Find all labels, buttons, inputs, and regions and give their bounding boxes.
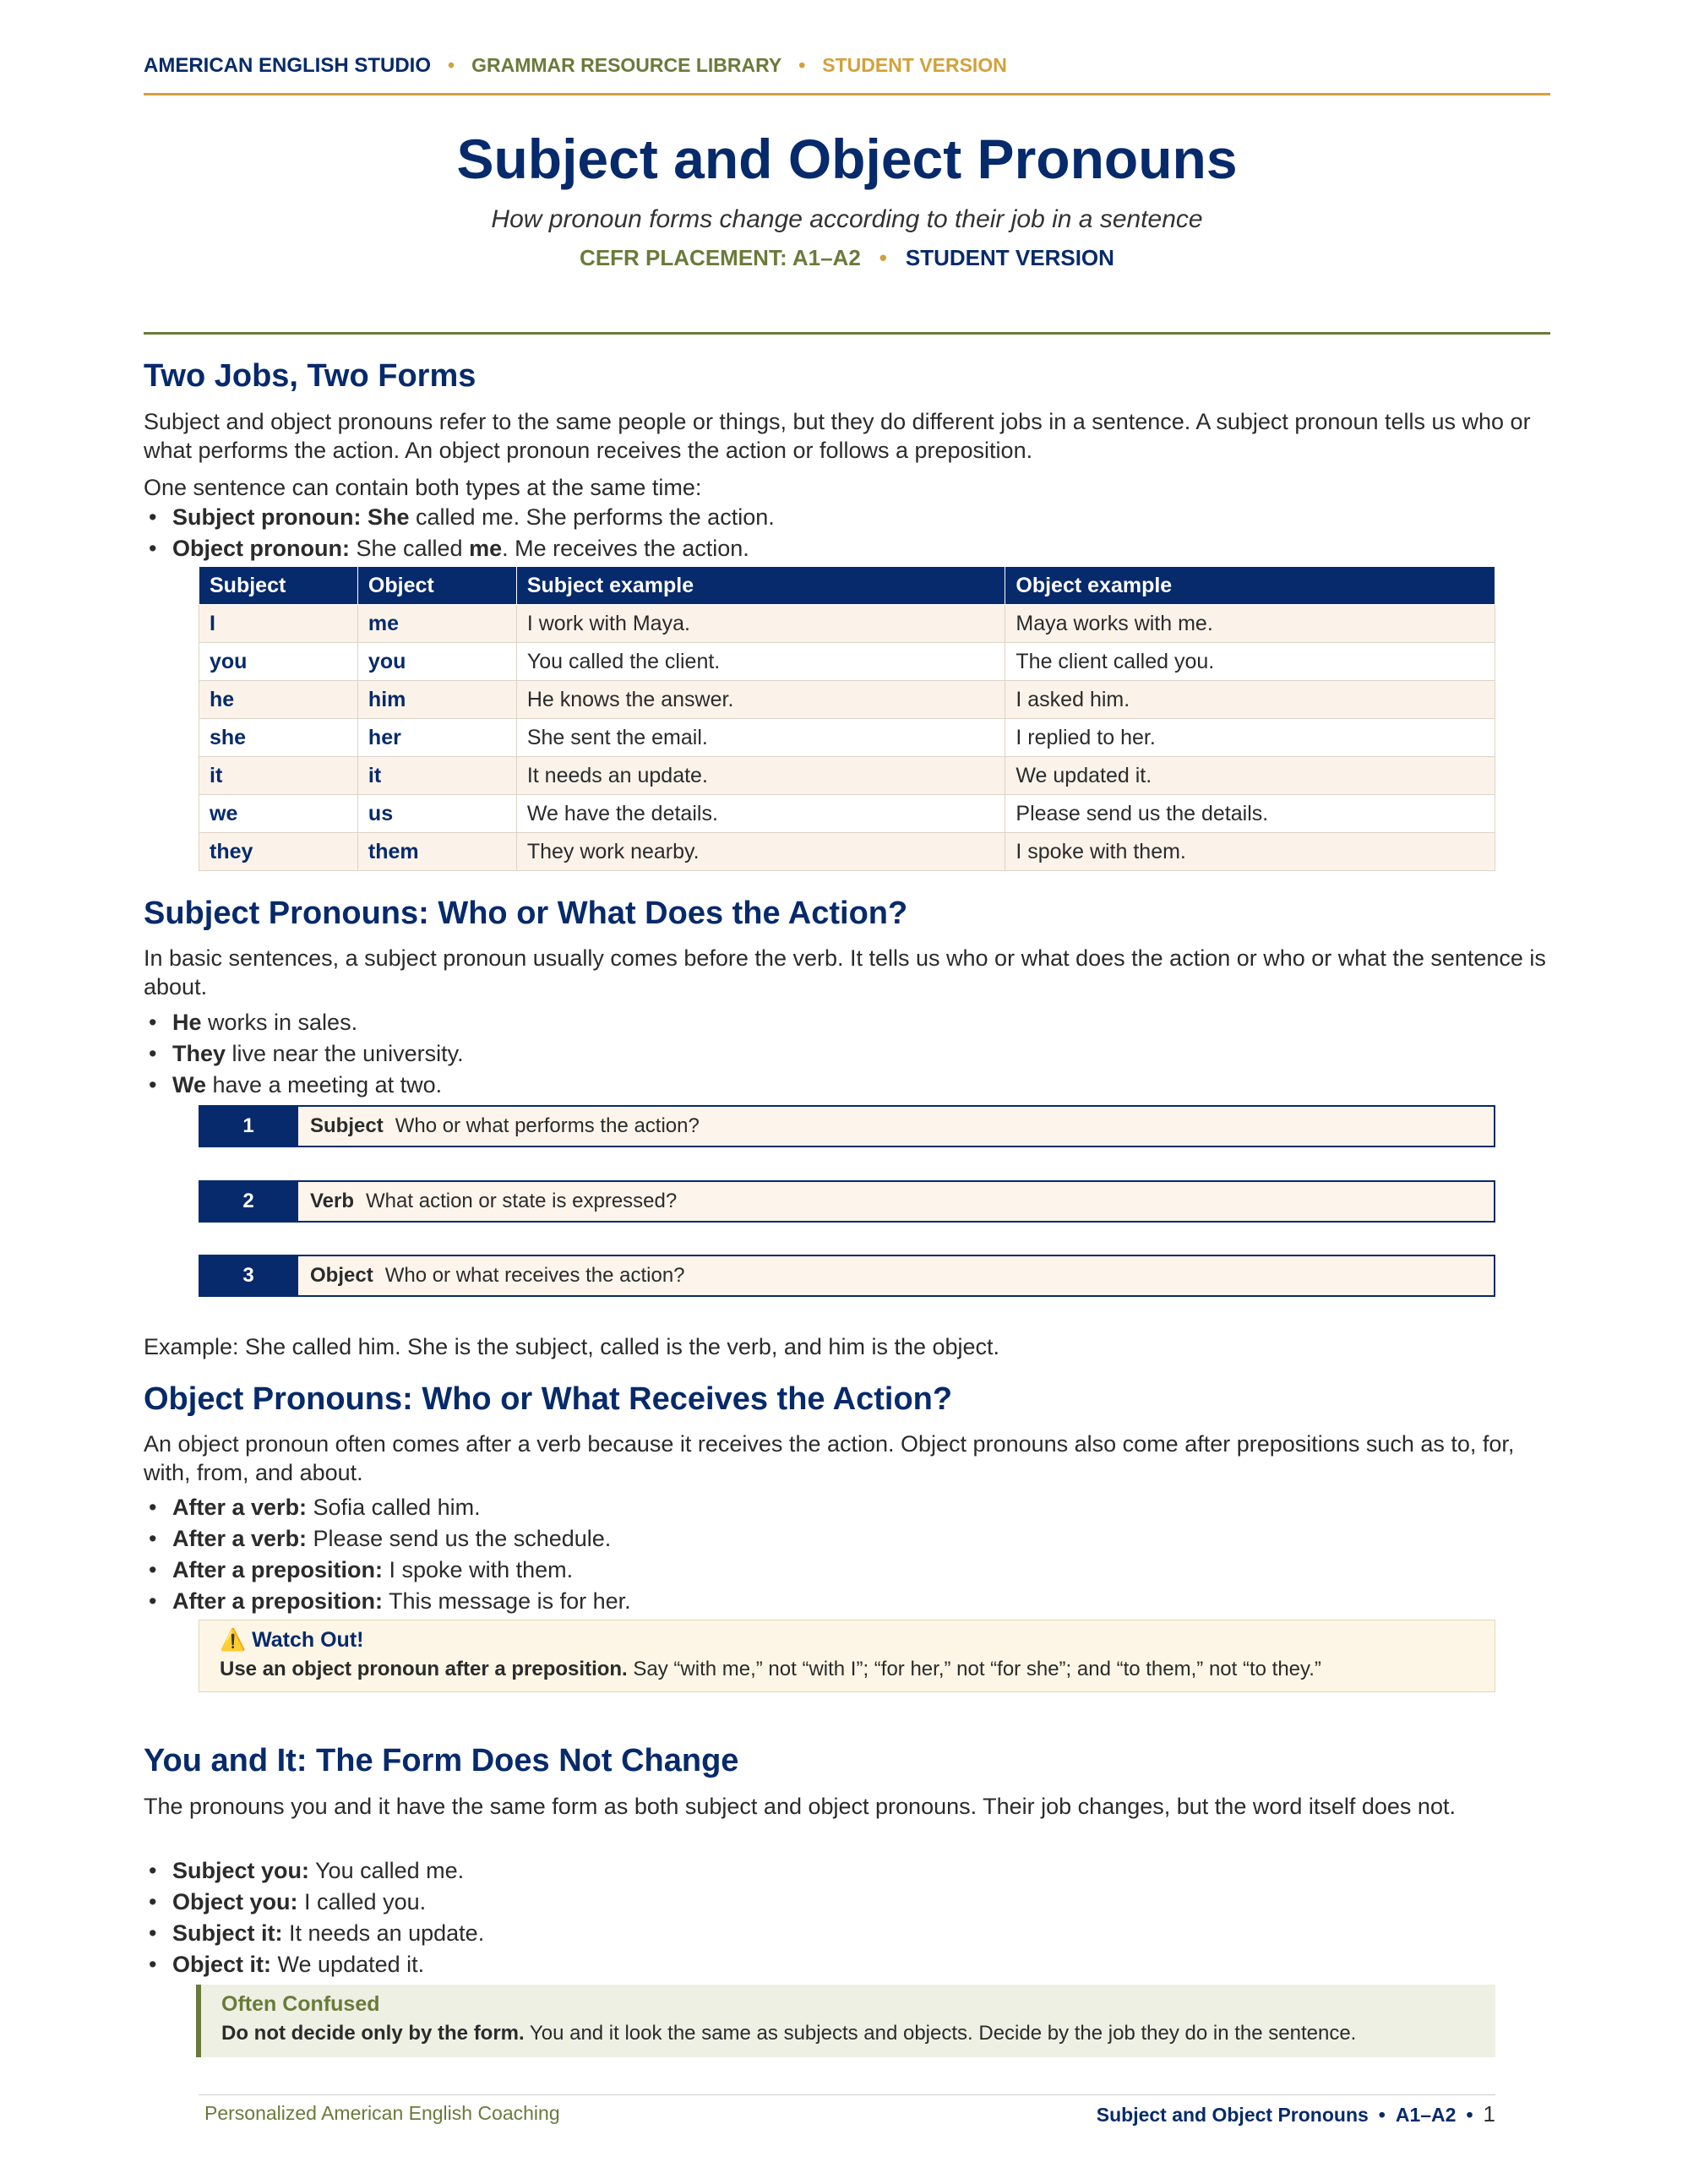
header-separator: •: [448, 54, 455, 76]
list-item: • After a preposition: I spoke with them.: [144, 1555, 631, 1586]
example-cell: They work nearby.: [516, 833, 1005, 871]
section-paragraph: An object pronoun often comes after a verb because it receives the action. Object pronouns also come after prepositions such as to, for, with, from, and about.: [144, 1431, 1515, 1485]
list-item: • We have a meeting at two.: [144, 1070, 464, 1101]
subject-cell: it: [199, 757, 358, 795]
bullet-list: [144, 1855, 484, 1980]
header-separator: •: [798, 54, 806, 76]
list-item: • After a verb: Please send us the schedule.: [144, 1523, 631, 1555]
section-heading-subject-pronouns: Subject Pronouns: Who or What Does the Action?: [144, 896, 908, 931]
list-item: • After a preposition: This message is for her.: [144, 1586, 631, 1617]
sentence-step: [199, 1180, 1495, 1223]
section-heading-two-jobs: Two Jobs, Two Forms: [144, 358, 476, 394]
step-number: 2: [199, 1180, 298, 1223]
footer-level: A1–A2: [1395, 2104, 1457, 2126]
step-text: Verb What action or state is expressed?: [298, 1180, 1495, 1223]
column-header: Object example: [1005, 567, 1495, 605]
section-heading-you-and-it: You and It: The Form Does Not Change: [144, 1743, 739, 1778]
table-row: [199, 795, 1495, 833]
object-cell: her: [357, 719, 516, 757]
cefr-placement: CEFR PLACEMENT: A1–A2: [580, 245, 861, 270]
footer-separator: •: [1466, 2104, 1473, 2126]
example-cell: The client called you.: [1005, 643, 1495, 681]
example-cell: I replied to her.: [1005, 719, 1495, 757]
page-subtitle: How pronoun forms change according to their job in a sentence: [491, 205, 1203, 233]
object-cell: them: [357, 833, 516, 871]
footer-right: [1097, 2101, 1495, 2127]
example-cell: It needs an update.: [516, 757, 1005, 795]
table-row: [199, 643, 1495, 681]
example-cell: He knows the answer.: [516, 681, 1005, 719]
section-paragraph: Subject and object pronouns refer to the same people or things, but they do different jobs in a sentence. A subject pronoun tells us who or what performs the action. An object pronoun receives the action or follows a preposition.: [144, 409, 1531, 463]
example-cell: She sent the email.: [516, 719, 1005, 757]
list-item: • Object it: We updated it.: [144, 1949, 484, 1980]
page-title: Subject and Object Pronouns: [456, 128, 1238, 190]
bullet-list: [144, 1492, 631, 1617]
section-paragraph: In basic sentences, a subject pronoun usually comes before the verb. It tells us who or what does the action or who or what the sentence is about.: [144, 945, 1546, 999]
footer-doc-title: Subject and Object Pronouns: [1096, 2104, 1369, 2126]
column-header: Subject example: [516, 567, 1005, 605]
object-cell: you: [357, 643, 516, 681]
subject-cell: he: [199, 681, 358, 719]
column-header: Subject: [199, 567, 358, 605]
step-text: Object Who or what receives the action?: [298, 1255, 1495, 1297]
bullet-list: [144, 1007, 464, 1101]
subject-cell: we: [199, 795, 358, 833]
list-item: • Subject you: You called me.: [144, 1855, 484, 1887]
subject-cell: you: [199, 643, 358, 681]
sentence-step: [199, 1255, 1495, 1297]
object-cell: him: [357, 681, 516, 719]
header-divider: [144, 93, 1550, 95]
bullet-list: [144, 502, 775, 564]
example-cell: Please send us the details.: [1005, 795, 1495, 833]
table-header-row: [199, 567, 1495, 605]
subject-cell: I: [199, 605, 358, 643]
section-paragraph: One sentence can contain both types at the same time:: [144, 475, 702, 500]
footer-divider: [199, 2094, 1495, 2095]
callout-heading: ⚠️ Watch Out!: [220, 1628, 364, 1652]
example-cell: I work with Maya.: [516, 605, 1005, 643]
section-heading-object-pronouns: Object Pronouns: Who or What Receives the Action?: [144, 1381, 953, 1417]
table-row: [199, 605, 1495, 643]
warning-icon: ⚠️: [220, 1628, 247, 1652]
example-sentence: Example: She called him. She is the subject, called is the verb, and him is the object.: [144, 1334, 1000, 1359]
version-label: STUDENT VERSION: [822, 54, 1007, 76]
title-divider: [144, 332, 1550, 335]
list-item: • Subject it: It needs an update.: [144, 1918, 484, 1949]
header-bar: [144, 54, 1550, 78]
pronoun-table: [199, 566, 1495, 871]
section-paragraph: The pronouns you and it have the same form as both subject and object pronouns. Their job changes, but the word itself does not.: [144, 1794, 1456, 1819]
library-name: GRAMMAR RESOURCE LIBRARY: [471, 54, 782, 76]
footer-left: Personalized American English Coaching: [204, 2102, 560, 2124]
step-number: 3: [199, 1255, 298, 1297]
cefr-version: STUDENT VERSION: [905, 245, 1114, 270]
subject-cell: she: [199, 719, 358, 757]
example-cell: Maya works with me.: [1005, 605, 1495, 643]
object-cell: it: [357, 757, 516, 795]
footer-separator: •: [1378, 2104, 1386, 2126]
column-header: Object: [357, 567, 516, 605]
example-cell: I asked him.: [1005, 681, 1495, 719]
object-cell: me: [357, 605, 516, 643]
list-item: • After a verb: Sofia called him.: [144, 1492, 631, 1523]
example-cell: You called the client.: [516, 643, 1005, 681]
subject-cell: they: [199, 833, 358, 871]
list-item: • He works in sales.: [144, 1007, 464, 1038]
table-row: [199, 719, 1495, 757]
list-item: • Object you: I called you.: [144, 1887, 484, 1918]
example-cell: We have the details.: [516, 795, 1005, 833]
brand-name: AMERICAN ENGLISH STUDIO: [144, 54, 432, 77]
table-row: [199, 681, 1495, 719]
cefr-line: [144, 245, 1550, 271]
table-row: [199, 757, 1495, 795]
callout-heading: Often Confused: [221, 1992, 380, 2016]
callout-text: Do not decide only by the form. You and it look the same as subjects and objects. Decide by the job they do in the sentence.: [221, 2022, 1357, 2045]
table-row: [199, 833, 1495, 871]
sentence-step: [199, 1105, 1495, 1147]
example-cell: We updated it.: [1005, 757, 1495, 795]
step-text: Subject Who or what performs the action?: [298, 1105, 1495, 1147]
list-item: • Object pronoun: She called me. Me receives the action.: [144, 533, 775, 564]
cefr-separator: •: [879, 245, 887, 270]
often-confused-callout: [196, 1985, 1495, 2057]
watch-out-callout: [199, 1620, 1495, 1692]
step-number: 1: [199, 1105, 298, 1147]
list-item: • Subject pronoun: She called me. She performs the action.: [144, 502, 775, 533]
object-cell: us: [357, 795, 516, 833]
page-number: 1: [1483, 2101, 1495, 2127]
callout-text: Use an object pronoun after a preposition. Say “with me,” not “with I”; “for her,” not “for she”; and “to them,” not “to they.”: [220, 1658, 1321, 1680]
example-cell: I spoke with them.: [1005, 833, 1495, 871]
list-item: • They live near the university.: [144, 1038, 464, 1070]
